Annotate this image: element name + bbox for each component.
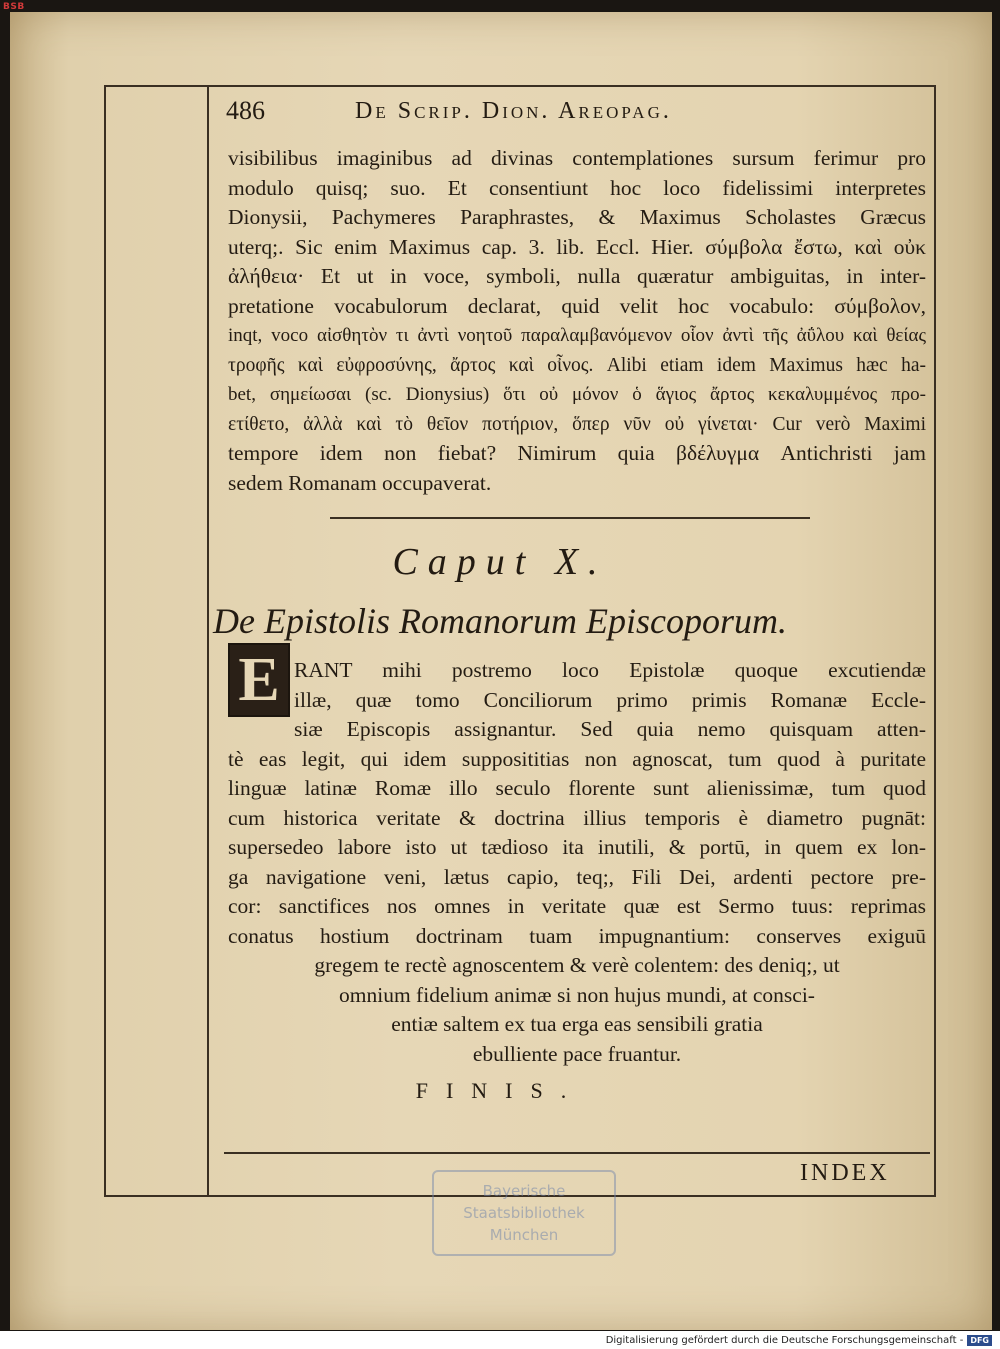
footer-text: Digitalisierung gefördert durch die Deutsche Forschungsgemeinschaft - [605,1334,964,1346]
top-paragraph [228,144,926,498]
text-line: RANT mihi postremo loco Epistolæ quoque excutiendæ [294,658,926,682]
text-line: cum historica veritate & doctrina illius temporis è diametro pugnāt: [228,805,926,830]
page-number: 486 [226,96,265,125]
chapter-subtitle: De Epistolis Romanorum Episcoporum. [213,601,787,641]
text-line: Dionysii, Pachymeres Paraphrastes, & Maximus Scholastes Græcus [228,205,926,229]
dfg-logo: DFG [967,1335,992,1346]
chapter-rule [330,517,810,519]
text-line: sedem Romanam occupaverat. [228,470,492,495]
text-line: ἀλήθεια· Et ut in voce, symboli, nulla quæratur ambiguitas, in inter- [228,264,926,288]
text-line: linguæ latinæ Romæ illo seculo florente sunt alienissimæ, tum quod [228,776,926,800]
text-line: inqt, voco αἰσθητὸν τι ἀντὶ νοητοῦ παραλαμβανόμενον οἷον ἀντὶ τῆς ἀΰλου καὶ θείας [228,325,926,346]
library-stamp [432,1170,616,1256]
chapter-paragraph [228,656,926,1069]
running-head: De Scrip. Dion. Areopag. [355,98,672,124]
text-line: ga navigatione veni, lætus capio, teq;, Fili Dei, ardenti pectore pre- [228,864,926,889]
text-line: uterq;. Sic enim Maximus cap. 3. lib. Eccl. Hier. σύμβολα ἔστω, καὶ οὐκ [228,234,926,259]
text-line: omnium fidelium animæ si non hujus mundi, at consci- [339,982,815,1007]
text-line: entiæ saltem ex tua erga eas sensibili gratia [391,1012,763,1036]
chapter-title: Caput X. [392,541,608,583]
stamp-line: Bayerische [482,1182,566,1200]
text-line: tè eas legit, qui idem supposititias non agnoscat, tum quod à puritate [228,746,926,771]
bottom-rule [224,1152,930,1154]
text-line: modulo quisq; suo. Et consentiunt hoc loco fidelissimi interpretes [228,175,926,200]
text-line: ebulliente pace fruantur. [472,1041,682,1066]
text-line: ετίθετο, ἀλλὰ καὶ τὸ θεῖον ποτήριον, ὅπερ νῦν οὐ γίνεται· Cur verò Maximi [228,413,926,435]
text-line: pretatione vocabulorum declarat, quid velit hoc vocabulo: σύμβολον, [228,293,926,318]
text-line: conatus hostium doctrinam tuam impugnantium: conserves exiguū [228,923,926,948]
catchword: INDEX [800,1160,890,1186]
finis-word: FINIS. [415,1078,585,1103]
text-line: bet, σημείωσαι (sc. Dionysius) ὅτι οὐ μόνον ὁ ἅγιος ἄρτος κεκαλυμμένος προ- [228,384,926,405]
text-line: illæ, quæ tomo Conciliorum primo primis Romanæ Eccle- [294,687,926,712]
text-line: visibilibus imaginibus ad divinas contemplationes sursum ferimur pro [228,146,926,170]
footer-bar [0,1331,1000,1349]
text-line: supersedeo labore isto ut tædioso ita inutili, & portū, in quem ex lon- [228,835,926,859]
text-line: τροφῆς καὶ εὐφροσύνης, ἄρτος καὶ οἶνος. Alibi etiam idem Maximus hæc ha- [228,354,926,376]
text-line: gregem te rectè agnoscentem & verè colentem: des deniq;, ut [314,953,840,977]
drop-cap-letter: E [238,646,280,714]
text-line: siæ Episcopis assignantur. Sed quia nemo quisquam atten- [294,717,926,741]
stamp-line: München [489,1226,559,1244]
bsb-watermark: BSB [3,2,25,12]
text-line: tempore idem non fiebat? Nimirum quia βδέλυγμα Antichristi jam [228,441,926,465]
text-line: cor: sanctifices nos omnes in veritate quæ est Sermo tuus: reprimas [228,894,926,918]
stamp-line: Staatsbibliothek [463,1204,585,1222]
